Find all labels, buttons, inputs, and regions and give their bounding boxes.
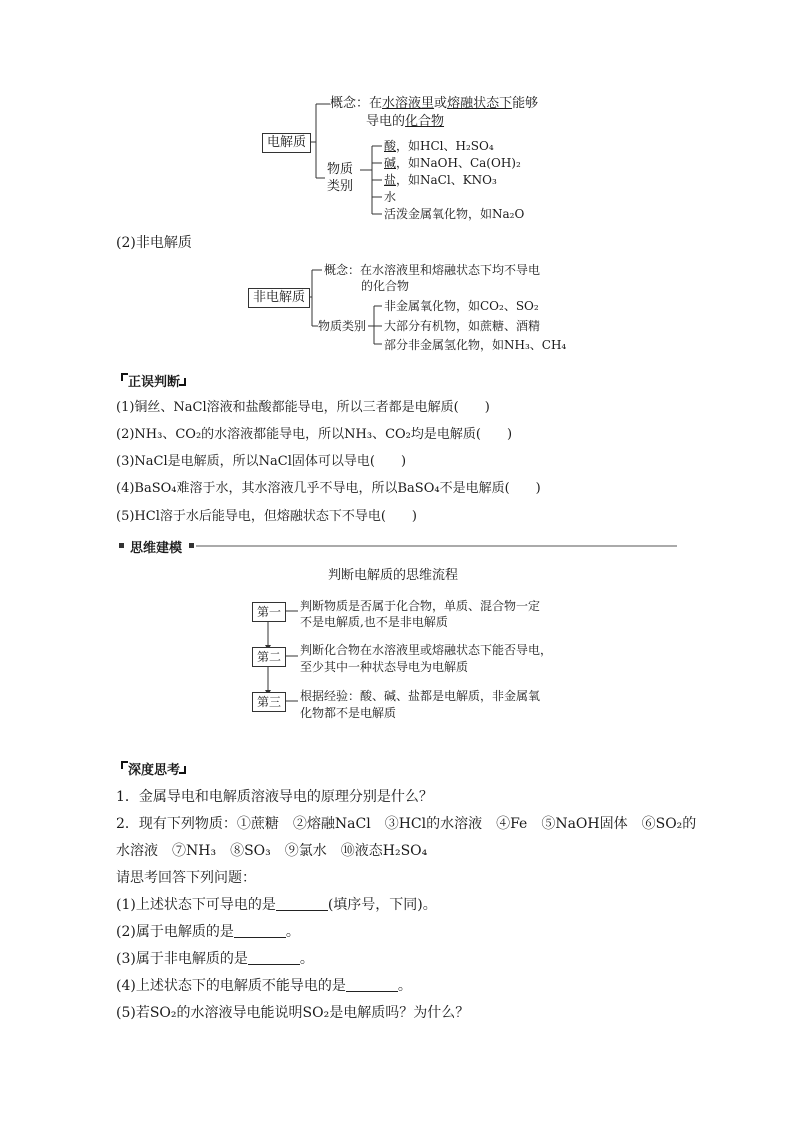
flow-step-3-label: 第三 <box>257 695 282 709</box>
concept-underlined-aqueous: 水溶液里 <box>382 96 435 111</box>
deep-sub-4 <box>116 977 412 995</box>
nonelectrolyte-root-label: 非电解质 <box>253 290 306 305</box>
flow-step-3-line1: 根据经验：酸、碱、盐都是电解质，非金属氧 <box>300 689 541 703</box>
nonelectrolyte-root-box <box>248 288 310 308</box>
sub-2-suffix: 。 <box>285 924 300 940</box>
answer-blank-4[interactable] <box>346 977 398 992</box>
deep-prompt: 请思考回答下列问题： <box>116 870 256 886</box>
deep-question-2-line1: 2．现有下列物质：①蔗糖 ②熔融NaCl ③HCl的水溶液 ④Fe ⑤NaOH固体 ⑥SO₂的 <box>116 816 697 832</box>
item-rest: ，如HCl、H₂SO₄ <box>396 139 494 153</box>
nonelectrolyte-item-1: 非金属氧化物，如CO₂、SO₂ <box>384 299 539 313</box>
concept-label: 概念： <box>330 96 370 111</box>
flow-step-3-line2: 化物都不是电解质 <box>300 706 397 720</box>
sub-1-suffix: (填序号，下同)。 <box>327 897 437 913</box>
concept-text-or: 或 <box>434 96 448 111</box>
flow-step-1-box <box>252 602 286 622</box>
electrolyte-root-box <box>262 133 311 153</box>
item-rest: ，如NaCl、KNO₃ <box>396 173 497 187</box>
thinking-title: 思维建模 <box>130 541 183 556</box>
sub-1-text: (1)上述状态下可导电的是 <box>116 897 276 913</box>
sub-3-suffix: 。 <box>299 951 314 967</box>
item-rest: ，如NaOH、Ca(OH)₂ <box>396 156 521 170</box>
nonelectrolyte-item-2: 大部分有机物，如蔗糖、酒精 <box>384 319 541 333</box>
electrolyte-concept <box>330 96 538 112</box>
item-head: 活泼金属氧化物 <box>384 207 469 221</box>
flow-step-2-label: 第二 <box>257 650 282 664</box>
judgement-item-1: (1)铜丝、NaCl溶液和盐酸都能导电，所以三者都是电解质( ) <box>116 400 490 415</box>
electrolyte-item-water <box>384 189 396 205</box>
nonelectrolyte-item-3: 部分非金属氢化物，如NH₃、CH₄ <box>384 338 567 352</box>
deep-question-2-line2: 水溶液 ⑦NH₃ ⑧SO₃ ⑨氯水 ⑩液态H₂SO₄ <box>116 843 428 859</box>
item-rest: ，如Na₂O <box>468 207 525 221</box>
flow-step-2-box <box>252 647 286 667</box>
deep-sub-2 <box>116 923 300 941</box>
sub-2-text: (2)属于电解质的是 <box>116 924 234 940</box>
answer-blank-3[interactable] <box>248 950 300 965</box>
item-head: 水 <box>384 190 397 204</box>
judgement-item-3: (3)NaCl是电解质，所以NaCl固体可以导电( ) <box>116 454 407 469</box>
item-head: 碱 <box>384 156 397 170</box>
sub-3-text: (3)属于非电解质的是 <box>116 951 248 967</box>
flow-step-2-line2: 至少其中一种状态导电为电解质 <box>300 660 469 674</box>
flow-title: 判断电解质的思维流程 <box>328 568 459 583</box>
sub-4-suffix: 。 <box>397 978 412 994</box>
electrolyte-item-acid <box>384 138 494 154</box>
flow-step-1-line1: 判断物质是否属于化合物，单质、混合物一定 <box>300 599 541 613</box>
electrolyte-item-salt <box>384 172 497 188</box>
electrolyte-category-label-2: 类别 <box>327 179 354 194</box>
judgement-item-4: (4)BaSO₄难溶于水，其水溶液几乎不导电，所以BaSO₄不是电解质( ) <box>116 481 541 496</box>
nonelectrolyte-concept-line1: 概念：在水溶液里和熔融状态下均不导电 <box>324 263 541 277</box>
judgement-title: 正误判断 <box>128 375 181 390</box>
concept-underlined-molten: 熔融状态下 <box>447 96 513 111</box>
concept-text: 在 <box>369 96 383 111</box>
deep-sub-3 <box>116 950 314 968</box>
nonelectrolyte-category-label: 物质类别 <box>318 319 367 333</box>
flow-step-1-line2: 不是电解质,也不是非电解质 <box>300 615 448 629</box>
electrolyte-category-label-1: 物质 <box>327 162 354 177</box>
nonelectrolyte-concept-line2: 的化合物 <box>361 279 410 293</box>
sub-4-text: (4)上述状态下的电解质不能导电的是 <box>116 978 346 994</box>
answer-blank-2[interactable] <box>234 923 286 938</box>
judgement-item-5: (5)HCl溶于水后能导电，但熔融状态下不导电( ) <box>116 509 417 524</box>
item-head: 酸 <box>384 139 397 153</box>
deep-sub-5: (5)若SO₂的水溶液导电能说明SO₂是电解质吗？为什么？ <box>116 1005 470 1021</box>
deep-question-1: 1．金属导电和电解质溶液导电的原理分别是什么？ <box>116 789 433 805</box>
nonelectrolyte-heading: (2)非电解质 <box>116 235 192 251</box>
answer-blank-1[interactable] <box>276 896 328 911</box>
electrolyte-root-label: 电解质 <box>267 135 307 150</box>
deep-sub-1 <box>116 896 437 914</box>
flow-step-2-line1: 判断化合物在水溶液里或熔融状态下能否导电， <box>300 643 553 657</box>
concept-text-2: 导电的 <box>366 114 406 129</box>
electrolyte-concept-line2 <box>366 114 444 130</box>
deep-title: 深度思考 <box>128 763 181 778</box>
electrolyte-item-base <box>384 155 521 171</box>
concept-underlined-compound: 化合物 <box>405 114 445 129</box>
item-head: 盐 <box>384 173 397 187</box>
judgement-item-2: (2)NH₃、CO₂的水溶液都能导电，所以NH₃、CO₂均是电解质( ) <box>116 427 513 442</box>
flow-step-3-box <box>252 692 286 712</box>
electrolyte-item-metal-oxide <box>384 206 524 222</box>
flow-step-1-label: 第一 <box>257 605 282 619</box>
concept-text-end: 能够 <box>512 96 539 111</box>
